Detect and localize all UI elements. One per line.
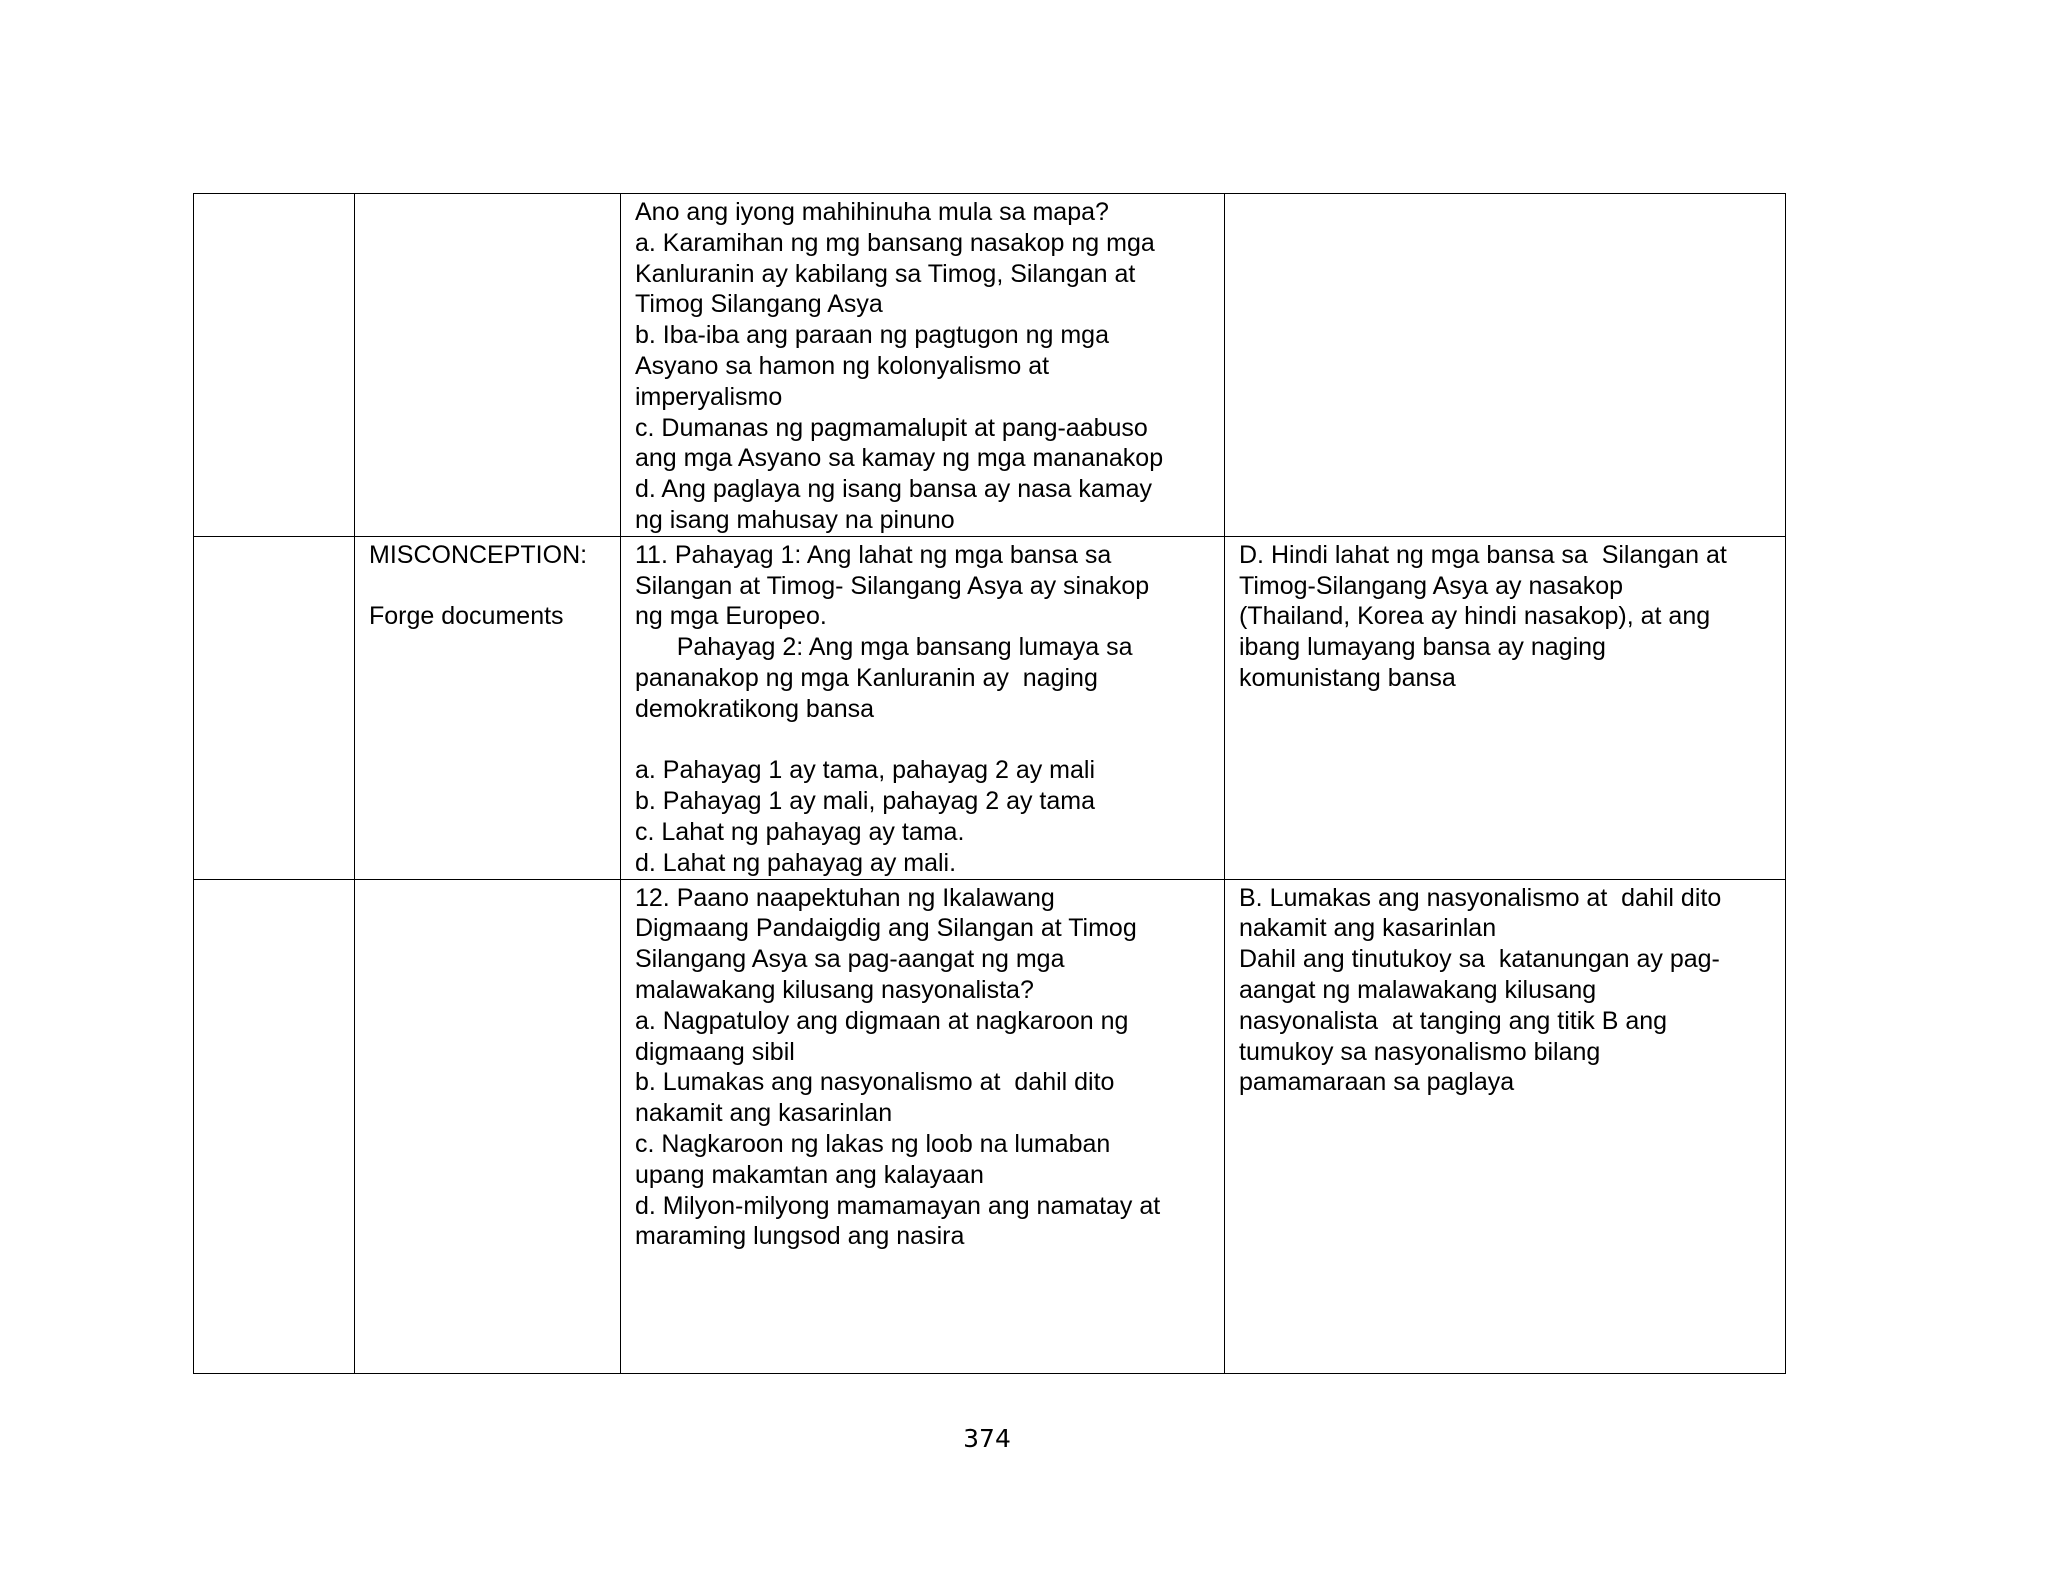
text-line: a. Pahayag 1 ay tama, pahayag 2 ay mali: [635, 756, 1096, 785]
table-row: [194, 194, 1786, 537]
text-line: a. Nagpatuloy ang digmaan at nagkaroon ng: [635, 1006, 1129, 1035]
cell-question: [621, 536, 1225, 879]
text-line: aangat ng malawakang kilusang: [1239, 975, 1597, 1004]
cell-blank: [194, 194, 355, 537]
cell-answer: [1225, 879, 1786, 1373]
text-line: Forge documents: [369, 602, 564, 631]
cell-answer: [1225, 536, 1786, 879]
text-line: pamamaraan sa paglaya: [1239, 1068, 1515, 1097]
text-line: b. Pahayag 1 ay mali, pahayag 2 ay tama: [635, 787, 1096, 816]
text-line: Timog Silangang Asya: [635, 290, 883, 319]
cell-note: [355, 536, 621, 879]
text-line: b. Iba-iba ang paraan ng pagtugon ng mga: [635, 321, 1109, 350]
text-line: Timog-Silangang Asya ay nasakop: [1239, 571, 1624, 600]
text-line: ibang lumayang bansa ay naging: [1239, 633, 1606, 662]
text-line: Kanluranin ay kabilang sa Timog, Silangan at: [635, 259, 1136, 288]
text-line: Silangan at Timog- Silangang Asya ay sinakop: [635, 571, 1150, 600]
text-line: Ano ang iyong mahihinuha mula sa mapa?: [635, 198, 1109, 226]
text-line: digmaang sibil: [635, 1037, 795, 1066]
text-line: nasyonalista at tanging ang titik B ang: [1239, 1006, 1668, 1035]
text-line: d. Milyon-milyong mamamayan ang namatay at: [635, 1191, 1161, 1220]
text-line: tumukoy sa nasyonalismo bilang: [1239, 1037, 1601, 1066]
lesson-table: [193, 193, 1786, 1374]
text-line: ng isang mahusay na pinuno: [635, 505, 955, 534]
page-number: 374: [963, 1424, 1011, 1453]
cell-blank: [194, 536, 355, 879]
text-line: upang makamtan ang kalayaan: [635, 1160, 984, 1189]
blank-line: [369, 571, 606, 602]
text-line: Digmaang Pandaigdig ang Silangan at Timog: [635, 914, 1137, 943]
text-line: pananakop ng mga Kanluranin ay naging: [635, 663, 1098, 692]
text-line: komunistang bansa: [1239, 663, 1456, 692]
text-line: ang mga Asyano sa kamay ng mga mananakop: [635, 444, 1164, 473]
text-line: Silangang Asya sa pag-aangat ng mga: [635, 945, 1065, 974]
table-body: [194, 194, 1786, 1374]
text-line: d. Ang paglaya ng isang bansa ay nasa kamay: [635, 475, 1153, 504]
cell-question: [621, 194, 1225, 537]
text-line: a. Karamihan ng mg bansang nasakop ng mga: [635, 228, 1155, 257]
text-line: MISCONCEPTION:: [369, 540, 588, 569]
text-line: B. Lumakas ang nasyonalismo at dahil dito: [1239, 883, 1722, 912]
text-line: c. Lahat ng pahayag ay tama.: [635, 817, 965, 846]
text-line: d. Lahat ng pahayag ay mali.: [635, 848, 957, 877]
table-row: [194, 879, 1786, 1373]
text-line: imperyalismo: [635, 382, 783, 411]
text-line: c. Dumanas ng pagmamalupit at pang-aabuso: [635, 413, 1148, 442]
cell-question: [621, 879, 1225, 1373]
text-line: malawakang kilusang nasyonalista?: [635, 975, 1034, 1004]
text-line: ng mga Europeo.: [635, 602, 827, 631]
text-line: maraming lungsod ang nasira: [635, 1222, 965, 1251]
text-line: 12. Paano naapektuhan ng Ikalawang: [635, 883, 1055, 912]
text-line: D. Hindi lahat ng mga bansa sa Silangan at: [1239, 540, 1727, 569]
cell-note: [355, 879, 621, 1373]
text-line: demokratikong bansa: [635, 694, 875, 723]
cell-blank: [194, 879, 355, 1373]
cell-note: [355, 194, 621, 537]
text-line: Asyano sa hamon ng kolonyalismo at: [635, 351, 1050, 380]
text-line: (Thailand, Korea ay hindi nasakop), at ang: [1239, 602, 1711, 631]
text-line: c. Nagkaroon ng lakas ng loob na lumaban: [635, 1129, 1111, 1158]
text-line: nakamit ang kasarinlan: [1239, 914, 1497, 943]
text-line: Dahil ang tinutukoy sa katanungan ay pag-: [1239, 945, 1720, 974]
table-row: [194, 536, 1786, 879]
text-line: b. Lumakas ang nasyonalismo at dahil dito: [635, 1068, 1115, 1097]
text-line: nakamit ang kasarinlan: [635, 1099, 893, 1128]
text-line: Pahayag 2: Ang mga bansang lumaya sa: [635, 633, 1133, 662]
text-line: 11. Pahayag 1: Ang lahat ng mga bansa sa: [635, 540, 1112, 569]
blank-line: [635, 725, 1210, 756]
cell-answer: [1225, 194, 1786, 537]
